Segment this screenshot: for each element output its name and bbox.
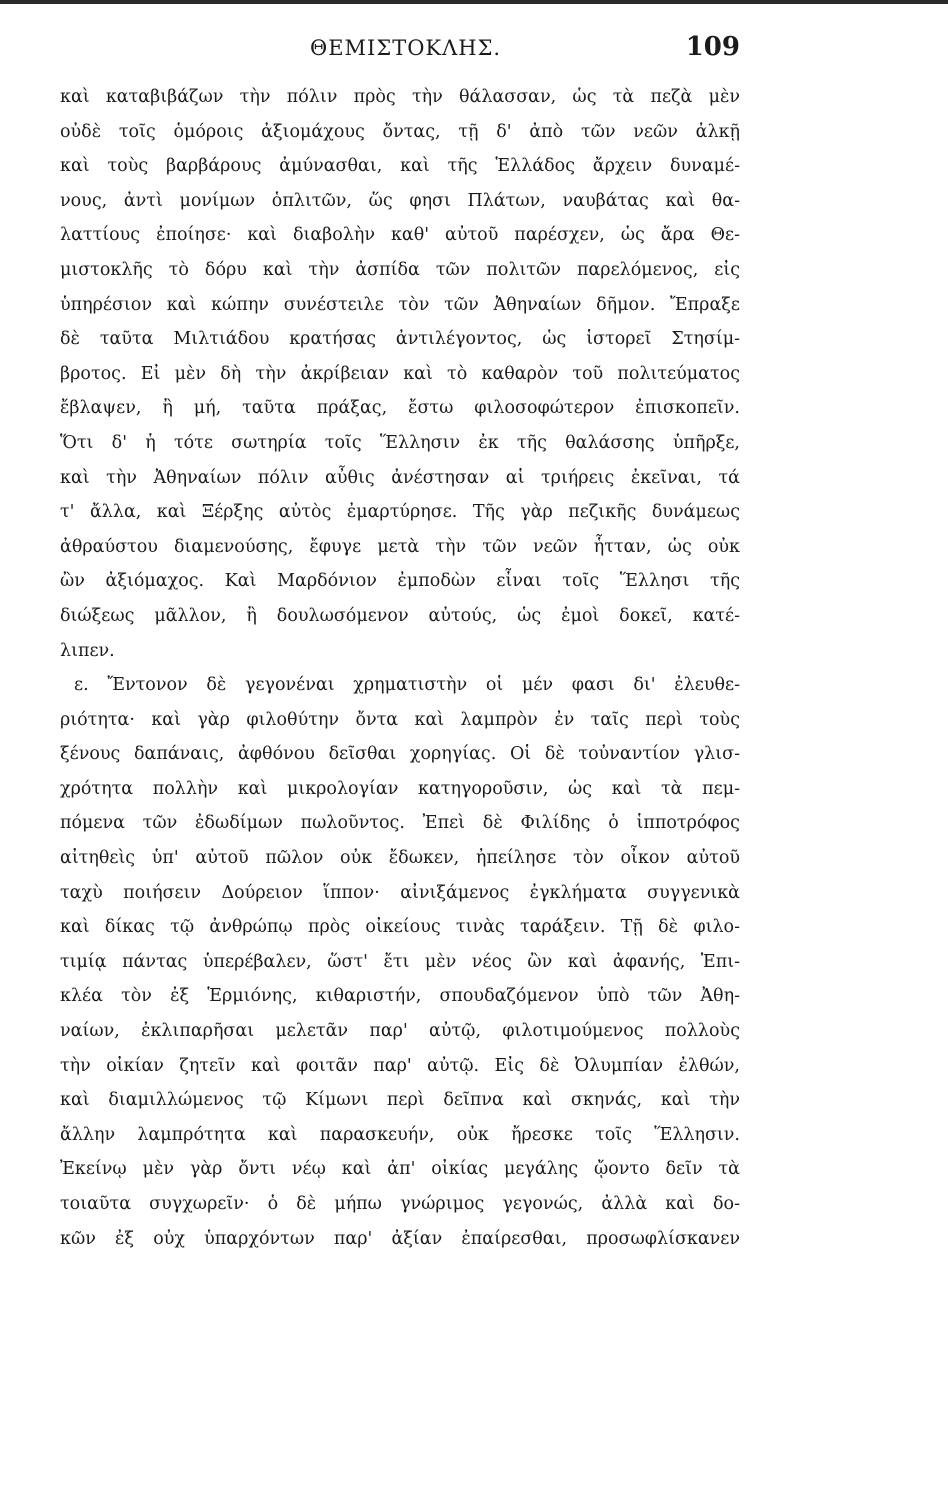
text-line: ὑπηρέσιον καὶ κώπην συνέστειλε τὸν τῶν Ἀθηναίων δῆμον. Ἔπραξε xyxy=(60,294,740,315)
text-line: καὶ τοὺς βαρβάρους ἀμύνασθαι, καὶ τῆς Ἑλλάδος ἄρχειν δυναμέ- xyxy=(60,156,740,177)
running-title: ΘΕΜΙΣΤΟΚΛΗΣ. xyxy=(310,36,502,60)
text-line: καὶ δίκας τῷ ἀνθρώπῳ πρὸς οἰκείους τινὰς ταράξειν. Τῇ δὲ φιλο- xyxy=(60,917,740,938)
text-line: ναίων, ἐκλιπαρῆσαι μελετᾶν παρ' αὐτῷ, φιλοτιμούμενος πολλοὺς xyxy=(60,1021,740,1042)
text-line: οὐδὲ τοῖς ὁμόροις ἀξιομάχους ὄντας, τῇ δ' ἀπὸ τῶν νεῶν ἀλκῇ xyxy=(60,121,740,142)
text-line: τιμίᾳ πάντας ὑπερέβαλεν, ὥστ' ἔτι μὲν νέος ὢν καὶ ἀφανής, Ἐπι- xyxy=(60,951,740,972)
text-line: ἀθραύστου διαμενούσης, ἔφυγε μετὰ τὴν τῶν νεῶν ἧτταν, ὡς οὐκ xyxy=(60,536,740,557)
text-line: Ἐκείνῳ μὲν γὰρ ὄντι νέῳ καὶ ἀπ' οἰκίας μεγάλης ᾤοντο δεῖν τὰ xyxy=(60,1159,740,1180)
section-start-line: ε. Ἔντονον δὲ γεγονέναι χρηματιστὴν οἱ μέν φασι δι' ἐλευθε- xyxy=(74,675,740,696)
top-border-rule xyxy=(0,0,948,4)
text-line: δὲ ταῦτα Μιλτιάδου κρατήσας ἀντιλέγοντος, ὡς ἱστορεῖ Στησίμ- xyxy=(60,329,740,350)
text-line: διώξεως μᾶλλον, ἢ δουλωσόμενον αὐτούς, ὡς ἐμοὶ δοκεῖ, κατέ- xyxy=(60,605,740,626)
text-line: ξένους δαπάναις, ἀφθόνου δεῖσθαι χορηγίας. Οἱ δὲ τοὐναντίον γλισ- xyxy=(60,744,740,765)
text-line: τ' ἄλλα, καὶ Ξέρξης αὐτὸς ἐμαρτύρησε. Τῆς γὰρ πεζικῆς δυνάμεως xyxy=(60,502,740,523)
text-line: καὶ τὴν Ἀθηναίων πόλιν αὖθις ἀνέστησαν αἱ τριήρεις ἐκεῖναι, τά xyxy=(60,467,740,488)
text-line: πόμενα τῶν ἐδωδίμων πωλοῦντος. Ἐπεὶ δὲ Φιλίδης ὁ ἱπποτρόφος xyxy=(60,813,740,834)
text-line: νους, ἀντὶ μονίμων ὁπλιτῶν, ὥς φησι Πλάτων, ναυβάτας καὶ θα- xyxy=(60,190,740,211)
text-line: αἰτηθεὶς ὑπ' αὐτοῦ πῶλον οὐκ ἔδωκεν, ἠπείλησε τὸν οἶκον αὐτοῦ xyxy=(60,848,740,869)
text-line: καὶ καταβιβάζων τὴν πόλιν πρὸς τὴν θάλασσαν, ὡς τὰ πεζὰ μὲν xyxy=(60,87,740,107)
text-line: κλέα τὸν ἐξ Ἑρμιόνης, κιθαριστήν, σπουδαζόμενον ὑπὸ τῶν Ἀθη- xyxy=(60,986,740,1007)
text-line: τὴν οἰκίαν ζητεῖν καὶ φοιτᾶν παρ' αὐτῷ. Εἰς δὲ Ὀλυμπίαν ἐλθών, xyxy=(60,1055,740,1076)
text-line: ὢν ἀξιόμαχος. Καὶ Μαρδόνιον ἐμποδὼν εἶναι τοῖς Ἕλλησι τῆς xyxy=(60,571,740,592)
body-text xyxy=(60,80,740,1256)
text-line: μιστοκλῆς τὸ δόρυ καὶ τὴν ἀσπίδα τῶν πολιτῶν παρελόμενος, εἰς xyxy=(60,259,740,280)
text-line: καὶ διαμιλλώμενος τῷ Κίμωνι περὶ δεῖπνα καὶ σκηνάς, καὶ τὴν xyxy=(60,1090,740,1111)
page-number: 109 xyxy=(685,32,740,62)
text-line: Ὅτι δ' ἡ τότε σωτηρία τοῖς Ἕλλησιν ἐκ τῆς θαλάσσης ὑπῆρξε, xyxy=(60,432,740,453)
text-line: ἔβλαψεν, ἢ μή, ταῦτα πράξας, ἔστω φιλοσοφώτερον ἐπισκοπεῖν. xyxy=(60,398,740,419)
text-line: τοιαῦτα συγχωρεῖν· ὁ δὲ μήπω γνώριμος γεγονώς, ἀλλὰ καὶ δο- xyxy=(60,1194,740,1214)
text-line: βροτος. Εἰ μὲν δὴ τὴν ἀκρίβειαν καὶ τὸ καθαρὸν τοῦ πολιτεύματος xyxy=(60,363,740,384)
text-line: ταχὺ ποιήσειν Δούρειον ἵππον· αἰνιξάμενος ἐγκλήματα συγγενικὰ xyxy=(60,882,740,903)
text-line: χρότητα πολλὴν καὶ μικρολογίαν κατηγοροῦσιν, ὡς καὶ τὰ πεμ- xyxy=(60,778,740,799)
text-line: λαττίους ἐποίησε· καὶ διαβολὴν καθ' αὐτοῦ παρέσχεν, ὡς ἄρα Θε- xyxy=(60,225,740,246)
text-line: κῶν ἐξ οὐχ ὑπαρχόντων παρ' ἀξίαν ἐπαίρεσθαι, προσωφλίσκανεν xyxy=(60,1228,740,1249)
text-line: ἄλλην λαμπρότητα καὶ παρασκευήν, οὐκ ἤρεσκε τοῖς Ἕλλησιν. xyxy=(60,1124,740,1145)
paragraph-end-line: λιπεν. xyxy=(60,640,115,661)
text-line: ριότητα· καὶ γὰρ φιλοθύτην ὄντα καὶ λαμπρὸν ἐν ταῖς περὶ τοὺς xyxy=(60,709,740,730)
page-header xyxy=(60,28,740,68)
